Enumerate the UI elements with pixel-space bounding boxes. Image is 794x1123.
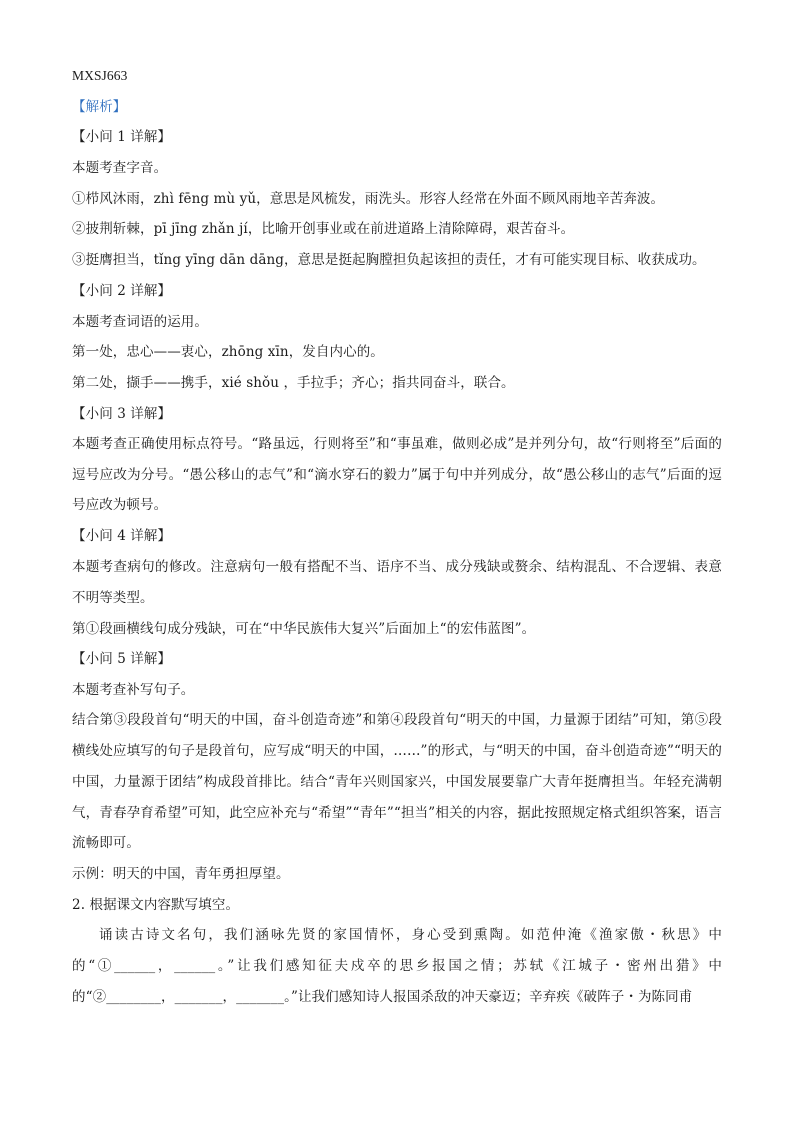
question-2-title: 2. 根据课文内容默写填空。 bbox=[72, 897, 240, 913]
q1-item-2: ②披荆斩棘，pī jīng zhǎn jí，比喻开创事业或在前进道路上清除障碍，艰苦奋斗。 bbox=[72, 221, 575, 238]
q2-item-2: 第二处，撷手——携手，xié shǒu ，手拉手；齐心；指共同奋斗，联合。 bbox=[72, 374, 515, 391]
q2-item-1: 第一处，忠心——衷心，zhōng xīn，发自内心的。 bbox=[72, 344, 384, 361]
document-page bbox=[72, 66, 722, 1018]
q4-heading: 【小问 4 详解】 bbox=[72, 528, 172, 545]
q2-heading: 【小问 2 详解】 bbox=[72, 282, 172, 299]
q2-intro: 本题考查词语的运用。 bbox=[72, 313, 208, 330]
q1-intro: 本题考查字音。 bbox=[72, 160, 168, 177]
q4-body: 本题考查病句的修改。注意病句一般有搭配不当、语序不当、成分残缺或赘余、结构混乱、不合逻辑、表意不明等类型。 bbox=[72, 558, 722, 606]
q1-item-3: ③挺膺担当，tǐng yīng dān dāng，意思是挺起胸膛担负起该担的责任，才有可能实现目标、收获成功。 bbox=[72, 252, 706, 269]
q1-heading: 【小问 1 详解】 bbox=[72, 129, 172, 146]
q1-item-1: ①栉风沐雨，zhì fēng mù yǔ，意思是风梳发，雨洗头。形容人经常在外面不顾风雨地辛苦奔波。 bbox=[72, 190, 665, 207]
q5-intro: 本题考查补写句子。 bbox=[72, 682, 195, 699]
q5-heading: 【小问 5 详解】 bbox=[72, 651, 172, 668]
document-code: MXSJ663 bbox=[72, 68, 128, 83]
q3-heading: 【小问 3 详解】 bbox=[72, 405, 172, 422]
analysis-label: 【解析】 bbox=[72, 98, 127, 115]
q5-example: 示例：明天的中国，青年勇担厚望。 bbox=[72, 866, 290, 883]
q4-item: 第①段画横线句成分残缺，可在“中华民族伟大复兴”后面加上“的宏伟蓝图”。 bbox=[72, 620, 536, 637]
q3-body: 本题考查正确使用标点符号。“路虽远，行则将至”和“事虽难，做则必成”是并列分句，故“行则将至”后面的逗号应改为分号。“愚公移山的志气”和“滴水穿石的毅力”属于句中并列成分，故“愚公移山的志气”后面的逗号应改为顿号。 bbox=[72, 435, 722, 514]
question-2-body: 诵读古诗文名句，我们涵咏先贤的家国情怀，身心受到熏陶。如范仲淹《渔家傲・秋思》中的“①______，______。”让我们感知征夫戍卒的思乡报国之情；苏轼《江城子・密州出猎》中的“②________，_______，_______。”让我们感知诗人报国杀敌的冲天豪迈；辛弃疾《破阵子・为陈同甫 bbox=[72, 927, 722, 1005]
q5-body: 结合第③段段首句“明天的中国，奋斗创造奇迹”和第④段段首句“明天的中国，力量源于团结”可知，第⑤段横线处应填写的句子是段首句，应写成“明天的中国，……”的形式，与“明天的中国，奋斗创造奇迹”“明天的中国，力量源于团结”构成段首排比。结合“青年兴则国家兴，中国发展要靠广大青年挺膺担当。年轻充满朝气，青春孕育希望”可知，此空应补充与“希望”“青年”“担当”相关的内容，据此按照规定格式组织答案，语言流畅即可。 bbox=[72, 712, 722, 852]
